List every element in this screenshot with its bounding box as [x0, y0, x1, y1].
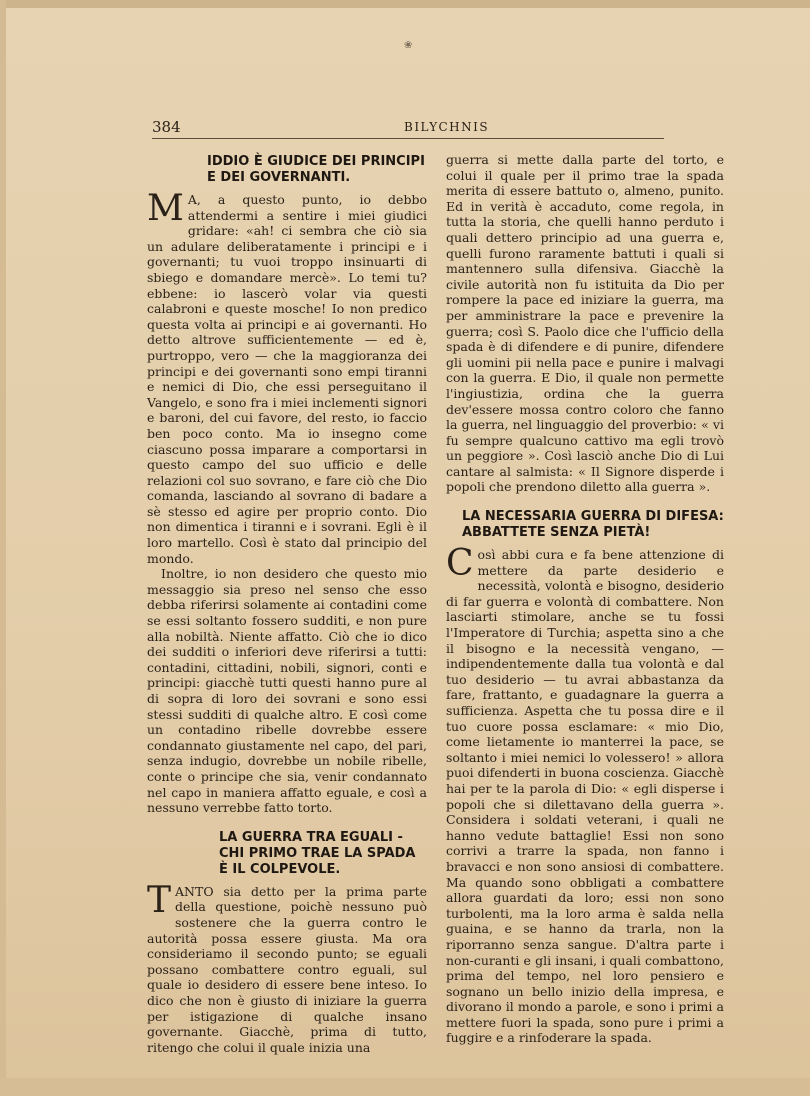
page-top-edge [0, 0, 810, 8]
drop-cap: T [147, 879, 172, 921]
section-heading-1 [147, 154, 427, 186]
drop-cap: C [446, 543, 474, 585]
ornament-mark: ❀ [404, 40, 413, 51]
paragraph [147, 188, 427, 566]
lead-word: A, [187, 192, 201, 207]
heading-line: CHI PRIMO TRAE LA SPADA [219, 845, 416, 861]
page-left-edge [0, 0, 6, 1096]
header-rule [152, 138, 664, 139]
heading-line: È IL COLPEVOLE. [219, 861, 341, 877]
lead-word: ANTO [175, 883, 214, 899]
drop-cap: M [147, 188, 184, 229]
heading-line: E DEI GOVERNANTI. [207, 170, 351, 185]
heading-line: ABBATTETE SENZA PIETÀ! [462, 525, 651, 541]
page-number: 384 [152, 118, 181, 136]
right-column [446, 152, 724, 1046]
paragraph [147, 879, 427, 1056]
left-column [147, 152, 427, 1055]
section-heading-2 [147, 830, 427, 878]
section-heading-3 [446, 509, 724, 541]
paragraph-text: abbi cura e fa bene attenzione di mettere da parte desiderio e necessità, volontà e bisogno, desiderio di far guerra e volontà di combattere. Non lasciarti stimolare, anche se tu fossi l'Imperatore di Turchia; aspetta sino a che il bisogno e la necessità vengano, — indipendentemente dalla tua volontà e dal tuo desiderio — tu avrai abbastanza da fare, frattanto, e guadagnare la guerra a sufficienza. Aspetta che tu possa dire e il tuo cuore possa esclamare: « mio Dio, come lietamente io manterrei la pace, se soltanto i miei nemici lo volessero! » allora puoi difenderti in buona coscienza. Giacchè hai per te la parola di Dio: « egli disperse i popoli che si dilettavano della guerra ». Considera i soldati veterani, i quali ne hanno vedute battaglie! Essi non sono corrivi a trarre la spada, non fanno i bravacci e non sono ansiosi di combattere. Ma quando sono obbligati a combattere allora guardati da loro; essi non sono turbolenti, ma la loro arma è salda nella guaina, e se hanno da trarla, non la riporranno senza sangue. D'altra parte i non-curanti e gli insani, i quali combattono, prima del tempo, nel loro pensiero e sognano un bello inizio della impresa, e divorano il mondo a parole, e sono i primi a mettere fuori la spada, sono pure i primi a fuggire e a rinfoderare la spada. [446, 547, 724, 1046]
paragraph: guerra si mette dalla parte del torto, e colui il quale per il primo trae la spada merita di essere battuto o, almeno, punito. Ed in verità è accaduto, come regola, in tutta la storia, che quelli hanno perduto i quali dettero principio ad una guerra e, quelli furono raramente battuti i quali si mantennero sulla difensiva. Giacchè la civile autorità non fu istituita da Dio per rompere la pace ed iniziare la guerra, ma per amministrare la pace e prevenire la guerra; così S. Paolo dice che l'ufficio della spada è di difendere e di punire, difendere gli uomini pii nella pace e punire i malvagi con la guerra. E Dio, il quale non permette l'ingiustizia, ordina che la guerra dev'essere mossa contro coloro che fanno la guerra, nel linguaggio del proverbio: « vi fu sempre qualcuno cattivo ma egli trovò un peggiore ». Così lasciò anche Dio di Lui cantare al salmista: « Il Signore disperde i popoli che prendono diletto alla guerra ». [446, 152, 724, 495]
paragraph-text: sia detto per la prima parte della questione, poichè nessuno può sostenere che la guerra contro le autorità possa essere giusta. Ma ora consideriamo il secondo punto; se eguali possano combattere contro eguali, sul quale io desidero di essere bene inteso. Io dico che non è giusto di iniziare la guerra per istigazione di qualche insano governante. Giacchè, prima di tutto, ritengo che colui il quale inizia una [147, 883, 427, 1055]
heading-line: IDDIO È GIUDICE DEI PRINCIPI [207, 154, 425, 169]
page-bottom-edge [0, 1078, 810, 1096]
paragraph-text: a questo punto, io debbo attendermi a sentire i miei giudici gridare: «ah! ci sembra che ciò sia un adulare deliberatamente i principi e i governanti; tu vuoi troppo insinuarti di sbiego e domandare mercè». Lo temi tu? ebbene: io lascerò volar via questi calabroni e queste mosche! Io non predico questa volta ai principi e ai governanti. Ho detto altrove sufficientemente — ed è, purtroppo, vero — che la maggioranza dei principi e dei governanti sono empi tiranni e nemici di Dio, che essi perseguitano il Vangelo, e sono fra i miei inclementi signori e baroni, del cui favore, del resto, io faccio ben poco conto. Ma io insegno come ciascuno possa imparare a comportarsi in questo campo del suo ufficio e delle relazioni col suo sovrano, e fare ciò che Dio comanda, lasciando al sovrano di badare a sè stesso ed agire per proprio conto. Dio non dimentica i tiranni e i sovrani. Egli è il loro martello. Così è stato dal principio del mondo. [147, 192, 427, 566]
lead-word: osì [477, 547, 496, 563]
heading-line: LA GUERRA TRA EGUALI - [219, 829, 403, 845]
running-title: BILYCHNIS [404, 120, 490, 134]
paragraph: Inoltre, io non desidero che questo mio messaggio sia preso nel senso che esso debba riferirsi solamente ai contadini come se essi soltanto fossero sudditi, e non pure alla nobiltà. Niente affatto. Ciò che io dico dei sudditi o inferiori deve riferirsi a tutti: contadini, cittadini, nobili, signori, conti e principi: giacchè tutti questi hanno pure al di sopra di loro dei sovrani e sono essi stessi sudditi di qualche altro. E così come un contadino ribelle dovrebbe essere condannato giustamente nel capo, del pari, senza indugio, dovrebbe un nobile ribelle, conte o principe che sia, venir condannato nel capo in maniera affatto eguale, e così a nessuno verrebbe fatto torto. [147, 566, 427, 816]
heading-line: LA NECESSARIA GUERRA DI DIFESA: [462, 509, 724, 525]
paragraph [446, 543, 724, 1046]
